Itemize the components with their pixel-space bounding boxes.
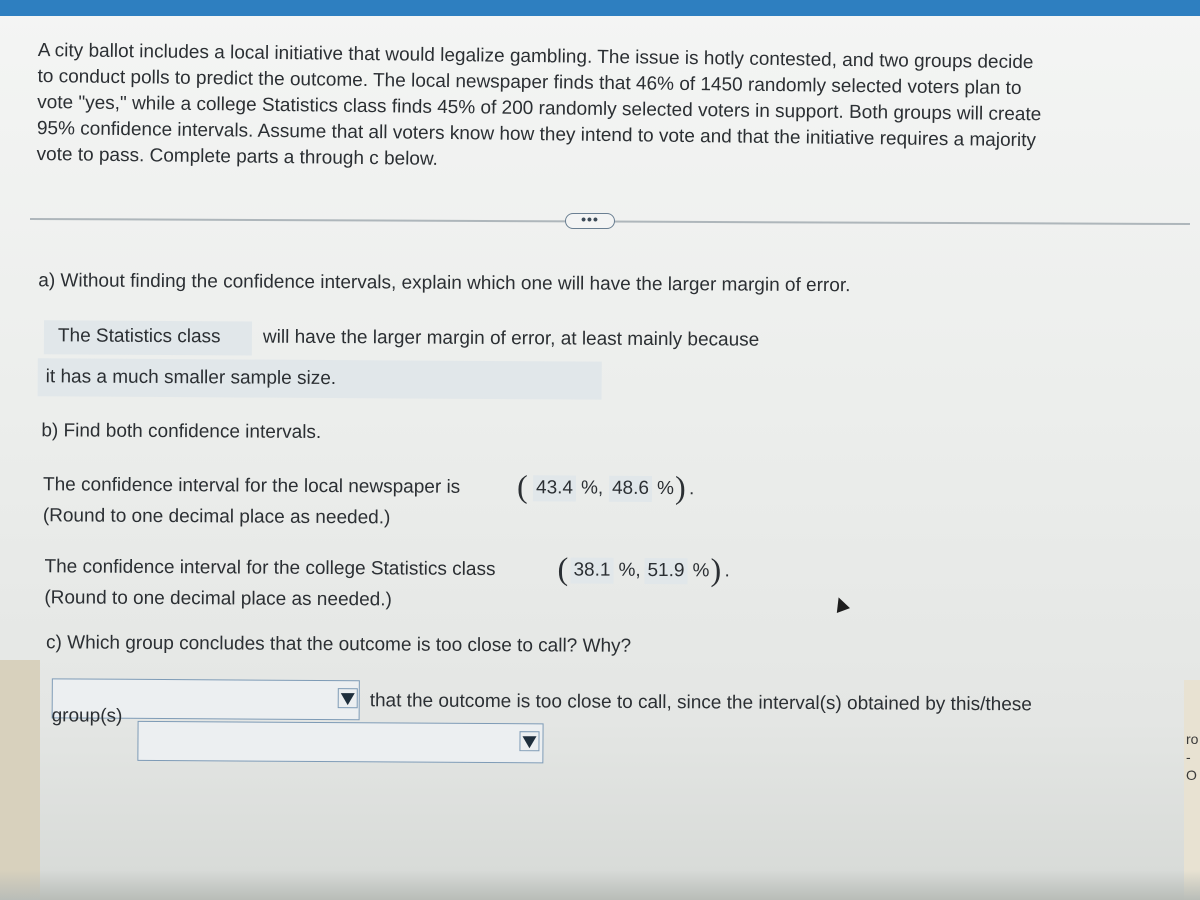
part-a-question: a) Without finding the confidence intervals, explain which one will have the larger margin of error. xyxy=(38,270,851,297)
reason-dropdown[interactable] xyxy=(137,721,543,763)
chevron-down-icon[interactable] xyxy=(522,736,536,748)
part-c-after-dropdown: that the outcome is too close to call, since the interval(s) obtained by this/these xyxy=(369,690,1032,716)
part-a-answer-middle: will have the larger margin of error, at least mainly because xyxy=(262,326,760,351)
newspaper-paren-close: ) xyxy=(674,469,686,506)
newspaper-ci-high[interactable]: 48.6 xyxy=(609,476,652,502)
part-a-answer-reason: it has a much smaller sample size. xyxy=(45,366,337,390)
statistics-percent-sep: %, xyxy=(618,559,641,581)
statistics-paren-close: ) xyxy=(710,551,722,588)
statistics-ci-high[interactable]: 51.9 xyxy=(644,558,687,584)
bottom-shadow xyxy=(0,870,1200,900)
statistics-round-note: (Round to one decimal place as needed.) xyxy=(44,587,392,611)
statistics-ci-prefix: The confidence interval for the college Statistics class xyxy=(44,556,496,581)
background-left-edge xyxy=(0,660,40,900)
statistics-paren-open: ( xyxy=(557,550,569,587)
statistics-period: . xyxy=(724,560,730,582)
part-a-answer-group: The Statistics class xyxy=(57,325,221,348)
top-bar xyxy=(0,0,1200,16)
right-edge-text: ro -O xyxy=(1186,731,1199,783)
newspaper-round-note: (Round to one decimal place as needed.) xyxy=(42,505,391,529)
mouse-cursor-icon xyxy=(832,595,850,613)
part-b-question: b) Find both confidence intervals. xyxy=(41,420,322,443)
background-right-edge xyxy=(1184,680,1200,900)
problem-statement: A city ballot includes a local initiative that would legalize gambling. The issue is hotly contested, and two groups decide to conduct polls to predict the outcome. The local newspaper finds that 46% of 1450 randomly selected voters plan to vote "yes," while a college Statistics class finds 45% of 200 randomly selected voters in support. Both groups will create 95% confidence intervals. Assume that all voters know how they intend to vote and that the initiative requires a majority vote to pass. Complete parts a through c below. xyxy=(36,39,1042,170)
newspaper-percent-end: % xyxy=(656,478,674,500)
newspaper-ci-low[interactable]: 43.4 xyxy=(533,475,576,501)
newspaper-percent-sep: %, xyxy=(580,477,604,499)
group-label: group(s) xyxy=(51,705,123,727)
newspaper-paren-open: ( xyxy=(516,468,528,505)
expand-more-button[interactable]: ••• xyxy=(565,213,615,229)
part-c-question: c) Which group concludes that the outcome is too close to call? Why? xyxy=(46,632,632,657)
newspaper-period: . xyxy=(688,478,695,500)
statistics-percent-end: % xyxy=(692,560,710,582)
newspaper-ci-prefix: The confidence interval for the local newspaper is xyxy=(42,474,461,498)
chevron-down-icon[interactable] xyxy=(341,693,355,705)
statistics-ci-low[interactable]: 38.1 xyxy=(570,557,613,583)
